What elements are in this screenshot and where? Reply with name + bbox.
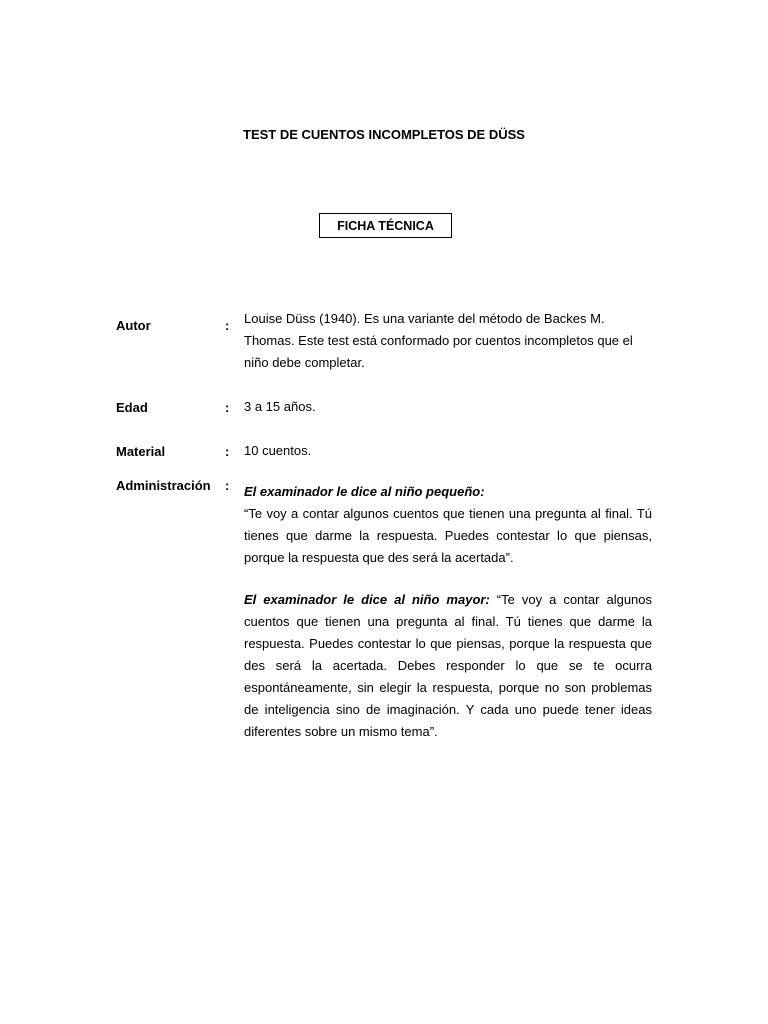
administracion-heading-older: El examinador le dice al niño mayor: [244,592,490,607]
edad-value: 3 a 15 años. [244,399,316,414]
administracion-colon: : [225,478,230,493]
document-title: TEST DE CUENTOS INCOMPLETOS DE DÜSS [243,127,525,142]
administracion-label: Administración [116,478,211,493]
edad-label: Edad [116,400,148,415]
autor-colon: : [225,318,230,333]
autor-label: Autor [116,318,151,333]
administracion-text-older: “Te voy a contar algunos cuentos que tienen una pregunta al final. Tú tienes que darme la respuesta. Puedes contestar lo que piensas, porque la respuesta que des será la acertada. Debes responder lo que se te ocurra espontáneamente, sin elegir la respuesta, porque no son problemas de inteligencia sino de imaginación. Y cada uno puede tener ideas diferentes sobre un mismo tema”. [244,592,653,739]
administracion-text-young: “Te voy a contar algunos cuentos que tienen una pregunta al final. Tú tienes que darme la respuesta. Puedes contestar lo que piensas, porque la respuesta que des será la acertada”. [244,506,652,565]
edad-colon: : [225,400,230,415]
autor-value: Louise Düss (1940). Es una variante del método de Backes M. Thomas. Este test está conformado por cuentos incompletos que el niño debe completar. [244,311,633,370]
ficha-tecnica-box [319,213,452,238]
material-value: 10 cuentos. [244,443,312,458]
administracion-heading-young: El examinador le dice al niño pequeño: [244,484,485,499]
administracion-paragraph-older [244,589,652,743]
ficha-tecnica-label: FICHA TÉCNICA [337,218,434,233]
administracion-paragraph-young [244,481,652,569]
material-colon: : [225,444,230,459]
material-label: Material [116,444,166,459]
